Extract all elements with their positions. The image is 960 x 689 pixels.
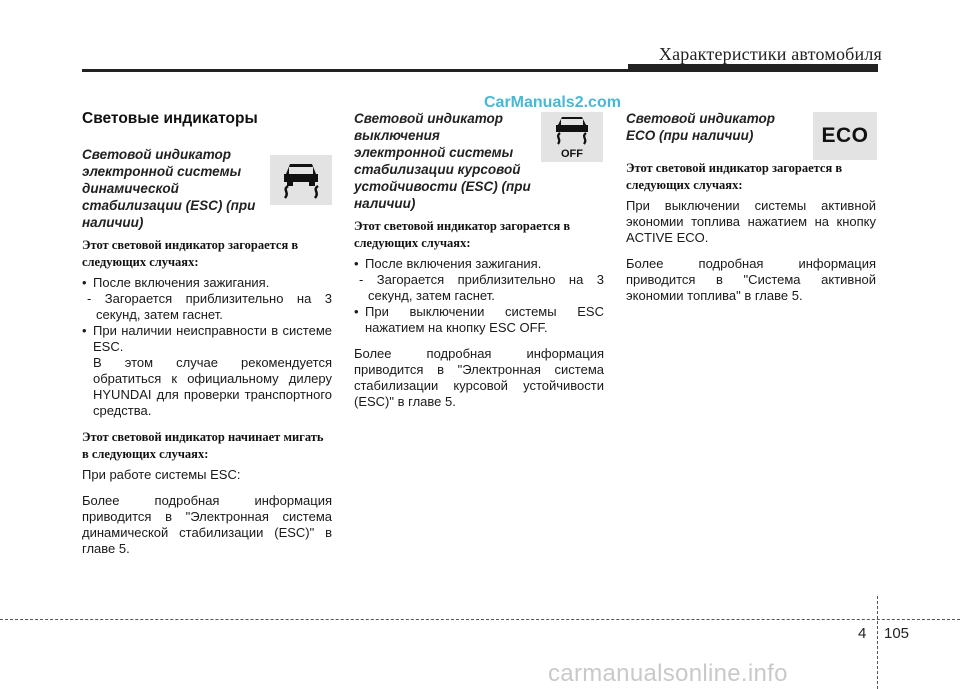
esc-off-more-info: Более подробная информация приводится в "Электронная система стабилизации курсовой устойчивости (ESC)" в главе 5.	[354, 346, 604, 409]
esc-blink-text: При работе системы ESC:	[82, 467, 241, 482]
footer-rule	[0, 619, 960, 620]
watermark-top: CarManuals2.com	[484, 94, 621, 111]
eco-lights-on-heading: Этот световой индикатор загорается в следующих случаях:	[626, 161, 843, 192]
esc-off-lights-on-heading: Этот световой индикатор загорается в следующих случаях:	[354, 219, 571, 250]
eco-more-info: Более подробная информация приводится в "Система активной экономии топлива" в главе 5.	[626, 256, 876, 303]
esc-off-bullet-button: • При выключении системы ESC нажатием на кнопку ESC OFF.	[354, 304, 604, 335]
esc-off-icon	[541, 112, 603, 162]
esc-off-bullet-ignition-sub: - Загорается приблизительно на 3 секунд, затем гаснет.	[359, 272, 604, 303]
esc-indicator-title: Световой индикатор электронной системы динамической стабилизации (ESC) (при наличии)	[82, 147, 256, 230]
page-header-title: Характеристики автомобиля	[658, 44, 882, 64]
esc-bullet-malfunction-cont: В этом случае рекомендуется обратиться к официальному дилеру HYUNDAI для проверки транспортного средства.	[93, 355, 332, 418]
esc-icon	[270, 155, 332, 205]
header-rule	[82, 69, 878, 72]
footer-divider	[877, 596, 878, 689]
watermark-bottom: carmanualsonline.info	[548, 660, 788, 687]
esc-bullet-ignition: • После включения зажигания.	[82, 275, 270, 290]
eco-icon	[813, 112, 877, 160]
esc-off-icon-label: OFF	[561, 148, 583, 160]
esc-off-indicator-title: Световой индикатор выключения электронной системы стабилизации курсовой устойчивости (ESC) (при наличии)	[354, 111, 531, 211]
section-title: Световые индикаторы	[82, 110, 258, 127]
esc-off-bullet-ignition: • После включения зажигания.	[354, 256, 542, 271]
esc-bullet-malfunction: • При наличии неисправности в системе ESC.	[82, 323, 332, 354]
esc-lights-on-heading: Этот световой индикатор загорается в следующих случаях:	[82, 238, 299, 269]
page-number: 105	[884, 625, 910, 642]
chapter-number: 4	[858, 625, 867, 642]
esc-more-info: Более подробная информация приводится в "Электронная система динамической стабилизации (ESC)" в главе 5.	[82, 493, 332, 556]
esc-bullet-ignition-sub: - Загорается приблизительно на 3 секунд, затем гаснет.	[87, 291, 332, 322]
eco-indicator-title: Световой индикатор ECO (при наличии)	[626, 111, 776, 143]
eco-text: При выключении системы активной экономии топлива нажатием на кнопку ACTIVE ECO.	[626, 198, 876, 245]
eco-icon-label: ECO	[821, 124, 869, 147]
esc-blink-heading: Этот световой индикатор начинает мигать в следующих случаях:	[82, 430, 324, 461]
